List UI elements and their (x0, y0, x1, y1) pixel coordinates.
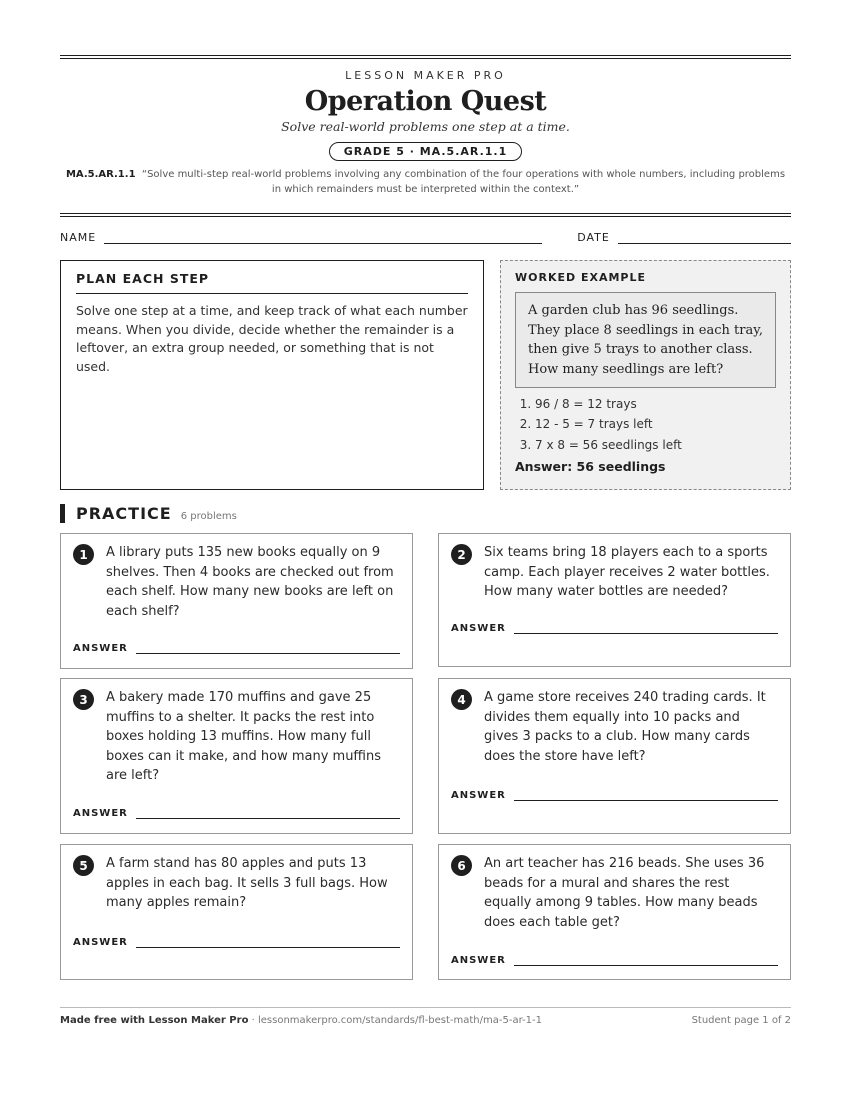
problem-number: 3 (73, 689, 94, 710)
answer-label: ANSWER (73, 937, 128, 948)
standard-description (60, 168, 791, 197)
brand-name: LESSON MAKER PRO (345, 69, 506, 82)
worked-step: 3. 7 x 8 = 56 seedlings left (535, 435, 776, 455)
header-rule (60, 213, 791, 217)
answer-field[interactable] (514, 792, 778, 801)
footer-made-with: Made free with Lesson Maker Pro (60, 1015, 249, 1026)
plan-heading: PLAN EACH STEP (76, 271, 468, 294)
problem-card-2 (438, 533, 791, 667)
answer-field[interactable] (514, 625, 778, 634)
plan-text: Solve one step at a time, and keep track of what each number means. When you divide, decide whether the remainder is a leftover, an extra group needed, or something that is not used. (76, 303, 468, 374)
standard-text: “Solve multi-step real-world problems involving any combination of the four operations with whole numbers, including problems in which remainders must be interpreted within the context.” (141, 169, 786, 195)
answer-field[interactable] (136, 645, 400, 654)
page-footer (60, 1007, 791, 1026)
problem-card-5 (60, 844, 413, 980)
grade-badge: GRADE 5 · MA.5.AR.1.1 (329, 142, 523, 161)
problem-card-1 (60, 533, 413, 669)
standard-code: MA.5.AR.1.1 (65, 169, 136, 180)
practice-count: 6 problems (180, 511, 237, 522)
problem-number: 4 (451, 689, 472, 710)
problem-card-6 (438, 844, 791, 980)
date-label: DATE (577, 231, 610, 244)
worked-step: 2. 12 - 5 = 7 trays left (535, 414, 776, 434)
problem-number: 2 (451, 544, 472, 565)
problem-number: 1 (73, 544, 94, 565)
answer-field[interactable] (136, 939, 400, 948)
answer-label: ANSWER (73, 643, 128, 654)
worked-example-answer: Answer: 56 seedlings (515, 459, 666, 475)
top-rule (60, 55, 791, 59)
problem-text: A bakery made 170 muffins and gave 25 muffins to a shelter. It packs the rest into boxes holding 13 muffins. How many full boxes can it make, and how many muffins are left? (106, 690, 382, 783)
worksheet-page (60, 55, 791, 983)
worked-step: 1. 96 / 8 = 12 trays (535, 394, 776, 414)
name-date-row (60, 231, 791, 244)
answer-label: ANSWER (451, 790, 506, 801)
practice-grid (60, 533, 791, 983)
answer-field[interactable] (514, 957, 778, 966)
problem-text: An art teacher has 216 beads. She uses 36 beads for a mural and shares the rest equally among 9 tables. How many beads does each table get? (484, 856, 765, 930)
problem-text: Six teams bring 18 players each to a sports camp. Each player receives 2 water bottles. How many water bottles are needed? (484, 545, 770, 599)
answer-label: ANSWER (73, 808, 128, 819)
problem-number: 6 (451, 855, 472, 876)
worked-example-heading: WORKED EXAMPLE (515, 271, 646, 284)
plan-each-step-box (60, 260, 484, 490)
problem-text: A game store receives 240 trading cards. It divides them equally into 10 packs and gives 3 packs to a club. How many cards does the store have left? (484, 690, 766, 764)
answer-label: ANSWER (451, 623, 506, 634)
answer-label: ANSWER (451, 955, 506, 966)
problem-card-3 (60, 678, 413, 834)
worked-example-steps (515, 394, 776, 455)
problem-number: 5 (73, 855, 94, 876)
date-field[interactable] (618, 231, 791, 244)
worked-example-box (500, 260, 791, 490)
answer-field[interactable] (136, 810, 400, 819)
practice-header (60, 504, 791, 523)
problem-text: A library puts 135 new books equally on 9 shelves. Then 4 books are checked out from each shelf. How many new books are left on each shelf? (106, 545, 394, 619)
footer-url[interactable]: · lessonmakerpro.com/standards/fl-best-math/ma-5-ar-1-1 (248, 1015, 543, 1026)
name-field[interactable] (104, 231, 542, 244)
problem-text: A farm stand has 80 apples and puts 13 apples in each bag. It sells 3 full bags. How many apples remain? (106, 856, 388, 910)
worked-example-problem: A garden club has 96 seedlings. They place 8 seedlings in each tray, then give 5 trays to another class. How many seedlings are left? (515, 292, 776, 388)
practice-heading: PRACTICE (76, 504, 172, 523)
name-label: NAME (60, 231, 97, 244)
problem-card-4 (438, 678, 791, 834)
footer-page-number: Student page 1 of 2 (691, 1015, 791, 1026)
page-title: Operation Quest (304, 86, 547, 117)
page-subtitle: Solve real-world problems one step at a time. (281, 119, 570, 134)
